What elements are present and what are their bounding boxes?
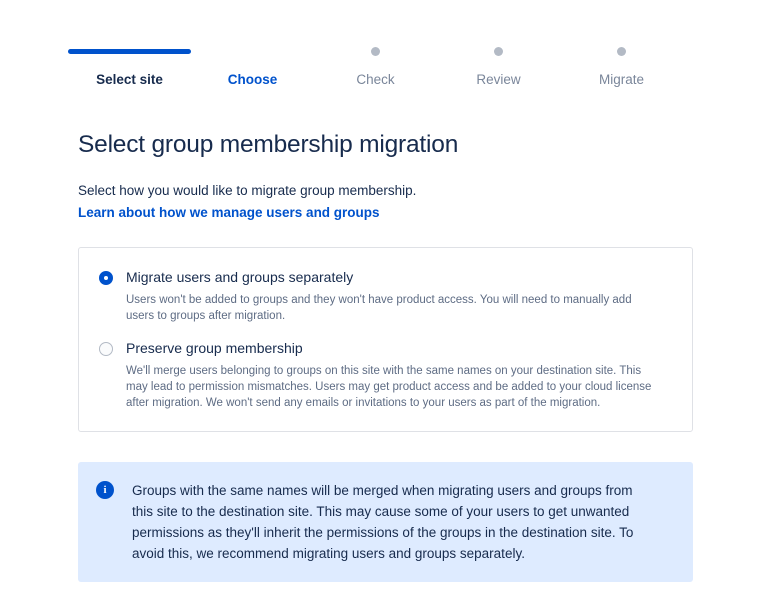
- step-select-site[interactable]: [68, 44, 191, 88]
- step-review[interactable]: [437, 44, 560, 88]
- step-label-migrate: Migrate: [598, 72, 644, 87]
- step-check[interactable]: [314, 44, 437, 88]
- step-label-select-site: Select site: [96, 72, 163, 87]
- option-description-migrate-separately: Users won't be added to groups and they won't have product access. You will need to manually add users to groups after migration.: [126, 294, 632, 322]
- radio-migrate-separately[interactable]: [99, 271, 113, 285]
- option-preserve-membership[interactable]: [99, 339, 670, 411]
- radio-preserve-membership[interactable]: [99, 342, 113, 356]
- step-label-review: Review: [476, 72, 521, 87]
- option-label-preserve-membership[interactable]: Preserve group membership: [126, 340, 303, 356]
- option-label-migrate-separately[interactable]: Migrate users and groups separately: [126, 269, 354, 285]
- step-marker-migrate: [560, 44, 683, 58]
- step-dot-icon: [371, 47, 380, 56]
- info-banner-text: Groups with the same names will be merged when migrating users and groups from this site to the destination site. This may cause some of your users to get unwanted permissions as they'll inherit the permissions of the groups in the destination site. To avoid this, we recommend migrating users and groups separately.: [132, 483, 634, 561]
- step-label-check: Check: [356, 72, 395, 87]
- page-subtitle: Select how you would like to migrate group membership.: [78, 183, 417, 198]
- step-marker-choose: [191, 44, 314, 58]
- info-banner: [78, 462, 693, 582]
- step-dot-icon: [617, 47, 626, 56]
- step-dot-icon: [494, 47, 503, 56]
- step-marker-review: [437, 44, 560, 58]
- info-icon: i: [96, 481, 114, 499]
- migration-options-card: [78, 247, 693, 432]
- page-title: Select group membership migration: [78, 131, 459, 158]
- progress-bar-icon: [68, 49, 191, 54]
- option-body: [126, 268, 670, 324]
- option-body: [126, 339, 670, 411]
- learn-more-link[interactable]: Learn about how we manage users and groups: [78, 205, 380, 220]
- wizard-stepper: [0, 0, 771, 88]
- step-label-choose: Choose: [227, 72, 278, 87]
- option-migrate-separately[interactable]: [99, 268, 670, 324]
- step-marker-select-site: [68, 44, 191, 58]
- option-description-preserve-membership: We'll merge users belonging to groups on this site with the same names on your destination site. This may lead to permission mismatches. Users may get product access and be added to your cloud license after migration. We won't send any emails or invitations to your users as part of the migration.: [126, 365, 652, 409]
- main-content: [0, 130, 771, 582]
- step-marker-check: [314, 44, 437, 58]
- step-choose[interactable]: [191, 44, 314, 88]
- step-migrate[interactable]: [560, 44, 683, 88]
